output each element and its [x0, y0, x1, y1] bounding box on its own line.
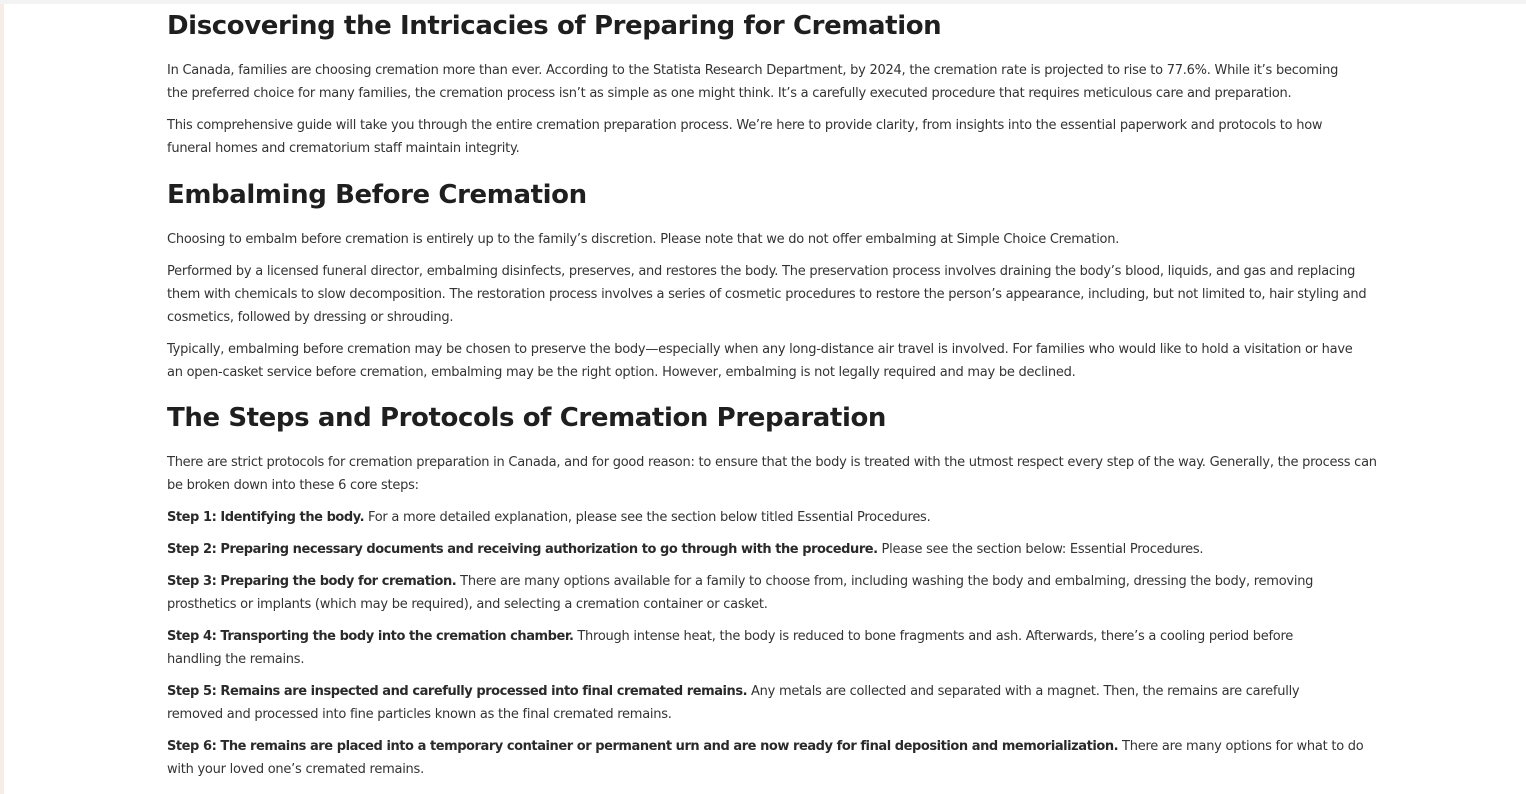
step-lead: Step 3: Preparing the body for cremation. [167, 574, 457, 589]
paragraph-steps-intro: There are strict protocols for cremation preparation in Canada, and for good reason: to ensure that the body is treated with the utmost respect every step of the way. Generally, the process can be broken down into these 6 core steps: [167, 455, 1377, 493]
paragraph-guide-overview: This comprehensive guide will take you through the entire cremation preparation process. We’re here to provide clarity, from insights into the essential paperwork and protocols to how funeral homes and crematorium staff maintain integrity. [167, 118, 1323, 156]
paragraph-intro-canada: In Canada, families are choosing cremation more than ever. According to the Statista Research Department, by 2024, the cremation rate is projected to rise to 77.6%. While it’s becoming the preferred choice for many families, the cremation process isn’t as simple as one might think. It’s a carefully executed procedure that requires meticulous care and preparation. [167, 63, 1339, 101]
paragraph-embalming-choice: Choosing to embalm before cremation is entirely up to the family’s discretion. Please note that we do not offer embalming at Simple Choice Cremation. [167, 232, 1120, 247]
step-lead: Step 1: Identifying the body. [167, 510, 365, 525]
page-top-edge [0, 0, 1526, 4]
step-text: For a more detailed explanation, please see the section below titled Essential Procedures. [364, 510, 931, 525]
step-item [167, 625, 1347, 671]
step-item [167, 735, 1367, 781]
step-item [167, 570, 1367, 616]
step-text: There are many options for what to do with your loved one’s cremated remains. [167, 739, 1364, 777]
step-item [167, 538, 1377, 561]
heading-discovering: Discovering the Intricacies of Preparing for Cremation [167, 11, 942, 41]
paragraph-embalming-reasons: Typically, embalming before cremation may be chosen to preserve the body—especially when any long-distance air travel is involved. For families who would like to hold a visitation or have an open-casket service before cremation, embalming may be the right option. However, embalming is not legally required and may be declined. [167, 342, 1353, 380]
page-left-edge [0, 0, 4, 794]
heading-steps-protocols: The Steps and Protocols of Cremation Preparation [167, 403, 887, 433]
step-item [167, 506, 1377, 529]
step-lead: Step 4: Transporting the body into the cremation chamber. [167, 629, 574, 644]
step-text: There are many options available for a family to choose from, including washing the body and embalming, dressing the body, removing prosthetics or implants (which may be required), and selecting a cremation container or casket. [167, 574, 1314, 612]
paragraph-embalming-process: Performed by a licensed funeral director, embalming disinfects, preserves, and restores the body. The preservation process involves draining the body’s blood, liquids, and gas and replacing them with chemicals to slow decomposition. The restoration process involves a series of cosmetic procedures to restore the person’s appearance, including, but not limited to, hair styling and cosmetics, followed by dressing or shrouding. [167, 264, 1367, 325]
heading-embalming: Embalming Before Cremation [167, 180, 587, 210]
step-lead: Step 6: The remains are placed into a temporary container or permanent urn and are now ready for final deposition and memorialization. [167, 739, 1119, 754]
step-lead: Step 5: Remains are inspected and carefully processed into final cremated remains. [167, 684, 748, 699]
step-text: Any metals are collected and separated with a magnet. Then, the remains are carefully removed and processed into fine particles known as the final cremated remains. [167, 684, 1300, 722]
step-text: Please see the section below: Essential Procedures. [877, 542, 1204, 557]
step-lead: Step 2: Preparing necessary documents and receiving authorization to go through with the procedure. [167, 542, 878, 557]
step-item [167, 680, 1342, 726]
step-text: Through intense heat, the body is reduced to bone fragments and ash. Afterwards, there’s a cooling period before handling the remains. [167, 629, 1294, 667]
